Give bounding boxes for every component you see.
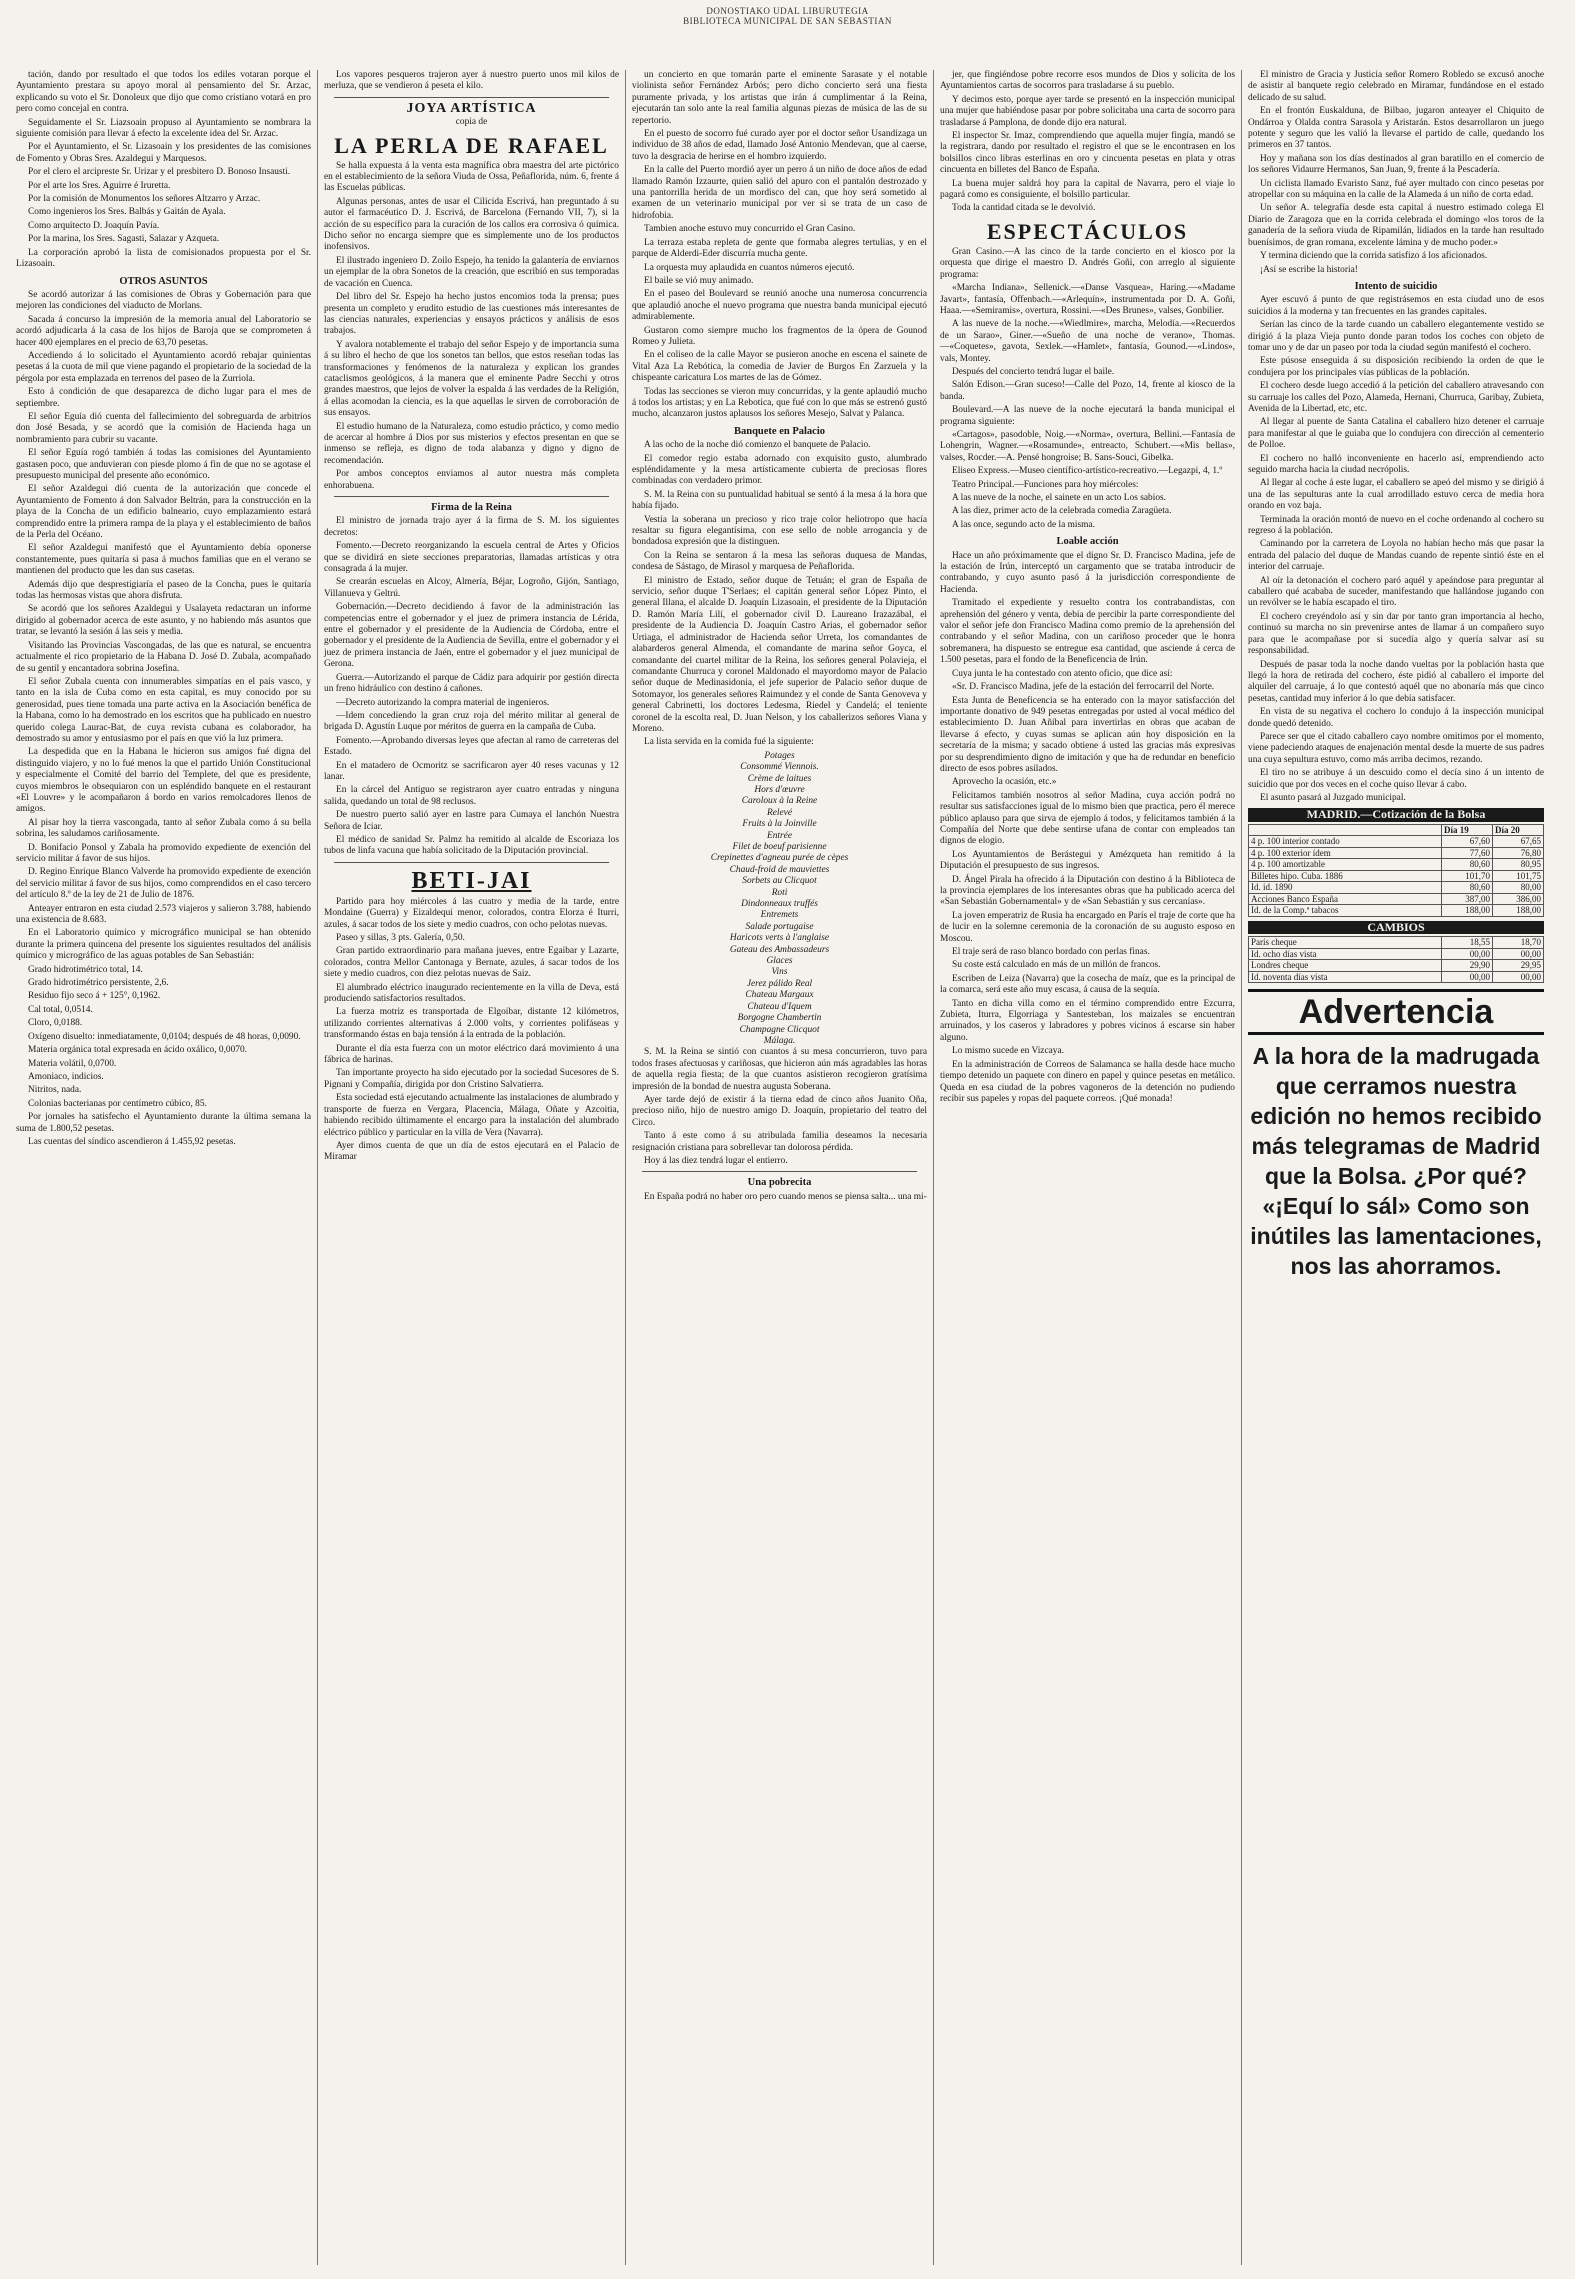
article-paragraph: Por el clero el arcipreste Sr. Urizar y el presbitero D. Bonoso Insausti. bbox=[28, 167, 291, 178]
article-paragraph: El ministro de Gracia y Justicia señor Romero Robledo se excusó anoche de asistir al banquete regio celebrado en Miramar, fundándose en el estado delicado de su salud. bbox=[1248, 70, 1544, 103]
table-cell: 77,60 bbox=[1442, 847, 1493, 859]
article-paragraph: Hace un año próximamente que el digno Sr. D. Francisco Madina, jefe de la estación de Irún, interceptó un cargamento que se trataba introducir de contrabando, y cuyo asunto pasó á la jurisdicción correspondiente de Hacienda. bbox=[940, 550, 1235, 595]
article-paragraph: Tramitado el expediente y resuelto contra los contrabandistas, con aprehensión del género y venta, debía de percibir la parte correspondiente del valor el señor jefe don Francisco Madina como premio de la aprehensión del contrabando y el señor Madina, con un cariñoso proceder que le honra sobremanera, ha dispuesto se entregue esa cantidad, que asciende á cerca de 1.500 pesetas, para el fondo de la Beneficencia de Irún. bbox=[940, 598, 1235, 666]
table-row bbox=[1249, 870, 1544, 882]
article-paragraph: El cochero creyéndolo así y sin dar por tanto gran importancia al hecho, continuó su marcha no sin prevenirse antes de llamar á un compañero suyo para que le acompañase por si sucedía algo y quería salvar así su responsabilidad. bbox=[1248, 611, 1544, 657]
section-heading: OTROS ASUNTOS bbox=[119, 275, 208, 287]
section-heading: Banquete en Palacio bbox=[734, 425, 825, 437]
article-paragraph: Como arquitecto D. Joaquín Pavía. bbox=[28, 220, 160, 231]
table-cell: 00,00 bbox=[1493, 948, 1544, 960]
section-heading: Una pobrecita bbox=[747, 1177, 812, 1189]
section-heading: ESPECTÁCULOS bbox=[986, 218, 1189, 244]
table-row bbox=[1249, 836, 1544, 848]
table-cell: Billetes hipo. Cuba. 1886 bbox=[1249, 870, 1442, 882]
article-paragraph: Como ingenieros los Sres. Balbás y Gaitán de Ayala. bbox=[28, 207, 226, 218]
article-paragraph: un concierto en que tomarán parte el eminente Sarasate y el notable violinista señor Fernández Arbós; pero dicho concierto será una fiesta puramente privada, y los artistas que irán á cumplimentar á la Reina, ejecutarán tan solo ante la real familia algunas piezas de música de las de su repertorio. bbox=[632, 70, 927, 126]
article-paragraph: En vista de su negativa el cochero lo condujo á la inspección municipal donde quedó detenido. bbox=[1248, 707, 1544, 729]
menu-item: Filet de boeuf parisienne bbox=[732, 842, 827, 852]
article-paragraph: En la cárcel del Antiguo se registraron ayer cuatro entradas y ninguna salida, quedando un total de 98 reclusos. bbox=[324, 785, 619, 807]
section-heading: Loable acción bbox=[1056, 536, 1119, 548]
article-paragraph: A las once, segundo acto de la misma. bbox=[952, 519, 1095, 530]
stock-quotes-table bbox=[1248, 824, 1544, 917]
article-paragraph: Accediendo á lo solicitado el Ayuntamiento acordó rebajar quinientas pesetas á la cuota de mil que viene pagando el propietario de la sociedad de la pérgola por esta emplazada en terrenos del paseo de la Zurriola. bbox=[16, 350, 311, 384]
article-paragraph: Por la marina, los Sres. Sagasti, Salazar y Azqueta. bbox=[28, 234, 220, 245]
column-4 bbox=[934, 70, 1242, 2265]
article-paragraph: Gran partido extraordinario para mañana jueves, entre Egaibar y Lazarte, colorados, contra Mellor Cantonaga y Bernate, azules, á sacar todos de los siete y medio cuadros, con diez pelotas nuevas de Saiz. bbox=[324, 946, 619, 980]
table-cell: 4 p. 100 exterior ídem bbox=[1249, 847, 1442, 859]
table-cell: 4 p. 100 amortizable bbox=[1249, 859, 1442, 871]
table-cell: 188,00 bbox=[1442, 905, 1493, 917]
article-paragraph: La orquesta muy aplaudida en cuantos números ejecutó. bbox=[644, 262, 855, 273]
menu-item: Entremets bbox=[760, 910, 799, 921]
article-paragraph: Al llegar al coche á este lugar, el caballero se apeó del mismo y se dirigió á una de las sepulturas ante la cual arrodillado estuvo cerca de media hora orando en voz baja. bbox=[1248, 478, 1544, 512]
article-paragraph: Colonias bacterianas por centímetro cúbico, 85. bbox=[28, 1098, 207, 1109]
article-paragraph: Toda la cantidad citada se le devolvió. bbox=[952, 203, 1096, 214]
article-paragraph: En España podrá no haber oro pero cuando menos se piensa salta... una mi- bbox=[644, 1191, 927, 1202]
table-cell: 00,00 bbox=[1442, 971, 1493, 983]
article-paragraph: tación, dando por resultado el que todos los ediles votaran porque el Ayuntamiento prestara su apoyo moral al pensamiento del Sr. Arzac, explicando su voto el Sr. Donoleux que dijo que como cristiano votará en pro pero como concejal en contra. bbox=[16, 70, 311, 115]
article-paragraph: Lo mismo sucede en Vizcaya. bbox=[952, 1046, 1064, 1057]
article-paragraph: Sacada á concurso la impresión de la memoria anual del Laboratorio se acordó adjudicarla á la casa de los hijos de Baroja que se comprometen á hacer 400 ejemplares en el precio de 63,70 pesetas. bbox=[16, 314, 311, 348]
table-cell: 76,80 bbox=[1493, 847, 1544, 859]
article-paragraph: El alumbrado eléctrico inaugurado recientemente en la villa de Deva, está produciendo satisfactorios resultados. bbox=[324, 982, 619, 1005]
article-paragraph: Nitritos, nada. bbox=[28, 1085, 82, 1096]
table-cell: Londres cheque bbox=[1249, 960, 1442, 972]
article-paragraph: Y avalora notablemente el trabajo del señor Espejo y de importancia suma á su libro el hecho de que los sonetos tan bellos, que estos reseñan todas las transformaciones y fenómenos de la naturaleza y explican los grandes cataclismos geológicos, á la manera que el eminente Padre Secchi y otros grandes maestros, que lejos de volver la espalda á las verdades de la Religión, á ellas acomodan la ciencia, es la que aquellas le sirven de corroboración de sus ensayos. bbox=[324, 339, 619, 419]
article-paragraph: S. M. la Reina con su puntualidad habitual se sentó á la mesa á la hora que había fijado. bbox=[632, 489, 927, 512]
article-paragraph: El asunto pasará al Juzgado municipal. bbox=[1260, 792, 1406, 803]
menu-item: Crepinettes d'agneau purée de cèpes bbox=[710, 853, 849, 864]
article-paragraph: A las nueve de la noche, el sainete en un acto Los sabios. bbox=[952, 493, 1166, 503]
article-paragraph: El comedor regio estaba adornado con exquisito gusto, alumbrado espléndidamente y la mesa artísticamente cubierta de preciosas flores combinadas con verdadero primor. bbox=[632, 453, 927, 487]
table-cell: 4 p. 100 interior contado bbox=[1249, 836, 1442, 848]
masthead bbox=[0, 6, 1575, 26]
article-paragraph: El señor Azaldegui dió cuenta de la autorización que concede el Ayuntamiento de Fomento á don Salvador Beltrán, para la construcción en la playa de la Concha de un edificio balneario, cuyo emplazamiento estará comprendido entre la primera rampa de la playa y el establecimiento de baños de la Perla del Océano. bbox=[16, 484, 311, 541]
table-cell: 101,70 bbox=[1442, 870, 1493, 882]
menu-item: Vins bbox=[771, 967, 788, 978]
article-paragraph: En el Laboratorio químico y micrográfico municipal se han obtenido durante la primera quincena del presente los siguientes resultados del análisis químico y micrográfico de las aguas potables de San Sebastián: bbox=[16, 928, 311, 962]
article-paragraph: ¡Así se escribe la historia! bbox=[1260, 264, 1358, 275]
article-paragraph: «Cartagos», pasodoble, Noig.—«Norma», overtura, Bellini.—Fantasía de Lohengrin, Wagner.—«Rosamunde», entreacto, Schubert.—«Mis bellas», valses, Rocder.—A. Pensé hongroise; B. Sans-Souci, Gibelka. bbox=[940, 429, 1235, 463]
table-cell: París cheque bbox=[1249, 937, 1442, 949]
article-paragraph: Por la comisión de Monumentos los señores Altzarro y Arzac. bbox=[28, 194, 261, 205]
divider-rule bbox=[334, 97, 609, 98]
table-cell: 18,55 bbox=[1442, 937, 1493, 949]
article-paragraph: Todas las secciones se vieron muy concurridas, y la gente aplaudió mucho á todos los artistas; y en La Rebotica, que fué con lo que más se estrenó gustó mucho, alcanzaron justos aplausos los señores Mesejo, Salvat y Palanca. bbox=[632, 386, 927, 420]
article-paragraph: Terminada la oración montó de nuevo en el coche ordenando al cochero su regreso á la población. bbox=[1248, 514, 1544, 537]
article-paragraph: Parece ser que el citado caballero cayo nombre omitimos por el momento, viene padeciendo ataques de enajenación mental desde la muerte de sus padres una cuya sepultura estuvo, como más arriba decimos, rezando. bbox=[1248, 731, 1544, 765]
menu-item: Chateau Margaux bbox=[745, 990, 814, 1001]
column-5 bbox=[1242, 70, 1550, 2265]
article-paragraph: En la calle del Puerto mordió ayer un perro á un niño de doce años de edad llamado Ramón Izzaurte, quien salió del apuro con el pantalón destrozado y una pantorrilla herida de un mordisco del can, que hoy será sometido al examen de un veterinario municipal por ver si se trata de un caso de hidrofobia. bbox=[632, 165, 927, 221]
table-cell: 387,00 bbox=[1442, 893, 1493, 905]
menu-item: Glaces bbox=[766, 956, 793, 967]
article-paragraph: En la administración de Correos de Salamanca se halla desde hace mucho tiempo detenido un paquete con dinero en papel y quince pesetas en metálico. Queda en esa ciudad de la pobres vagoneros de la detención no pudiendo recibir sus papeles y ropas del paquete correos. ¡Qué monada! bbox=[940, 1059, 1235, 1104]
table-row bbox=[1249, 905, 1544, 917]
article-paragraph: Vestía la soberana un precioso y rico traje color heliotropo que hacía resaltar su figura elegantísima, con ese sello de noble arrogancia y de bondadosa expresión que la distinguen. bbox=[632, 514, 927, 548]
article-paragraph: Las cuentas del síndico ascendieron á 1.455,92 pesetas. bbox=[28, 1136, 236, 1147]
article-paragraph: El tiro no se atribuye á un descuido como el decía sino á un intento de suicidio que por dos veces en el coche quiso llevar á cabo. bbox=[1248, 768, 1544, 790]
article-paragraph: Se crearán escuelas en Alcoy, Almería, Béjar, Logroño, Gijón, Santiago, Villanueva y Geltrú. bbox=[324, 577, 619, 599]
article-paragraph: Algunas personas, antes de usar el Cilicida Escrivá, han preguntado á su autor el farmacéutico D. J. Escrivá, de Barcelona (Fernando VII, 7), si la acción de su específico para la curación de los callos era corrosiva ó química. Dicho señor no encarga siempre que es simplemente uno de los productos inofensivos. bbox=[324, 196, 619, 253]
library-name-spanish: BIBLIOTECA MUNICIPAL DE SAN SEBASTIAN bbox=[683, 16, 892, 26]
article-paragraph: En el puesto de socorro fué curado ayer por el doctor señor Usandizaga un individuo de 38 años de edad, llamado José Antonio Mendevan, que al caerse, tuvo la desgracia de herirse en el hombro izquierdo. bbox=[632, 129, 927, 162]
article-paragraph: D. Ángel Pirala ha ofrecido á la Diputación con destino á la Biblioteca de la provincia ejemplares de los interesantes obras que ha publicado acerca del «San Sebastián Gobernamental» y de «San Sebastián y sus cercanías». bbox=[940, 874, 1235, 908]
article-paragraph: En el paseo del Boulevard se reunió anoche una numerosa concurrencia que aplaudió anoche el nuevo programa que nuestra banda municipal ejecutó admirablemente. bbox=[632, 289, 927, 323]
section-heading: Intento de suicidio bbox=[1354, 280, 1438, 292]
article-paragraph: La buena mujer saldrá hoy para la capital de Navarra, pero el viaje lo pagará como es consiguiente, el bolsillo particular. bbox=[940, 178, 1235, 201]
article-paragraph: Durante el día esta fuerza con un motor eléctrico dará movimiento á una fábrica de harinas. bbox=[324, 1043, 619, 1066]
menu-item: Gateau des Ambassadeurs bbox=[729, 944, 830, 955]
article-paragraph: Su coste está calculado en más de un millón de francos. bbox=[952, 960, 1161, 971]
menu-item: Haricots verts à l'anglaise bbox=[729, 933, 830, 944]
article-paragraph: La fuerza motriz es transportada de Elgoibar, distante 12 kilómetros, utilizando corrientes alternativas á 2.000 volts, y corrientes polifáseas y transformando éstas en baja tensión á la entrada de la población. bbox=[324, 1007, 619, 1041]
article-paragraph: Grado hidrotimétrico persistente, 2,6. bbox=[28, 978, 169, 989]
column-1 bbox=[10, 70, 318, 2265]
menu-item: Hors d'œuvre bbox=[754, 784, 805, 795]
table-header-cell: Día 19 bbox=[1442, 824, 1493, 836]
article-paragraph: Además dijo que desprestigiaría el paseo de la Concha, pues le quitaría todas las hermosas vistas que ahora disfruta. bbox=[16, 579, 311, 602]
article-paragraph: El cochero no halló inconveniente en hacerlo así, emprendiendo acto seguido marcha hacia la ciudad necrópolis. bbox=[1248, 453, 1544, 475]
article-paragraph: Teatro Principal.—Funciones para hoy miércoles: bbox=[952, 479, 1139, 490]
menu-item: Fruits à la Joinville bbox=[742, 819, 817, 830]
article-paragraph: Los vapores pesqueros trajeron ayer á nuestro puerto unos mil kilos de merluza, que se vendieron á peseta el kilo. bbox=[324, 70, 619, 92]
article-paragraph: —Idem concediendo la gran cruz roja del mérito militar al general de brigada D. Agustín Luque por méritos de guerra en la campaña de Cuba. bbox=[324, 710, 619, 733]
menu-item: Sorbets au Clicquot bbox=[742, 876, 817, 887]
article-paragraph: En el coliseo de la calle Mayor se pusieron anoche en escena el sainete de Vital Aza La Rebótica, la comedia de Javier de Burgos En Zarzuela y la chispeante caricatura Los martes de las de Gómez. bbox=[632, 350, 927, 384]
article-paragraph: Oxígeno disuelto: inmediatamente, 0,0104; después de 48 horas, 0,0090. bbox=[28, 1031, 301, 1042]
article-paragraph: Esta Junta de Beneficencia se ha enterado con la mayor satisfacción del importante donativo de 949 pesetas entregadas por usted al vocal médico del establecimiento D. Juan Añíbal para invertirlas en obras que acaban de llevarse á efecto, y cuyas sumas se aplican aún hoy disposición en la secretaría de la misma; y sacado obtiene á usted las gracias más expresivas por su desprendimiento digno de imitación y que ha de redundar en beneficio directo de esos pobres asilados. bbox=[940, 695, 1235, 774]
article-paragraph: Hoy á las diez tendrá lugar el entierro. bbox=[644, 1155, 788, 1166]
article-paragraph: Tanto á este como á su atribulada familia deseamos la necesaria resignación cristiana para sobrellevar tan dolorosa pérdida. bbox=[632, 1131, 927, 1153]
article-paragraph: D. Bonifacio Ponsol y Zabala ha promovido expediente de exención del servicio militar á favor de sus hijos. bbox=[16, 842, 311, 864]
article-paragraph: Tan importante proyecto ha sido ejecutado por la sociedad Sucesores de S. Pignani y Compañía, dirigida por don Cristino Salvatierra. bbox=[324, 1068, 619, 1090]
article-paragraph: jer, que fingiéndose pobre recorre esos mundos de Dios y solicita de los Ayuntamientos cartas de socorros para trasladarse á su pueblo. bbox=[940, 70, 1235, 92]
article-paragraph: Paseo y sillas, 3 pts. Galería, 0,50. bbox=[336, 933, 465, 943]
article-paragraph: Y decimos esto, porque ayer tarde se presentó en la inspección municipal una mujer que habiéndose pasar por pobre solicitaba una carta de socorro para trasladarse á Pamplona, de donde dijo era natural. bbox=[940, 94, 1235, 128]
article-paragraph: Cuya junta le ha contestado con atento oficio, que dice así: bbox=[952, 668, 1173, 679]
article-paragraph: El baile se vió muy animado. bbox=[644, 275, 754, 286]
table-cell: 188,00 bbox=[1493, 905, 1544, 917]
article-paragraph: Guerra.—Autorizando el parque de Cádiz para adquirir por gestión directa un freno hidráulico con destino á cañones. bbox=[324, 672, 619, 695]
stock-exchange-heading: MADRID.—Cotización de la Bolsa bbox=[1248, 808, 1544, 821]
ad-title: JOYA ARTÍSTICA bbox=[406, 100, 537, 116]
menu-item: Chateau d'Iquem bbox=[747, 1001, 812, 1012]
table-row bbox=[1249, 937, 1544, 949]
article-paragraph: Felicitamos también nosotros al señor Madina, cuya acción podrá no resultar sus satisfacciones igual de lo mismo bien que practica, pero él merece público aplauso para que sirva de ejemplo á todos, y felicitamos también á la Compañía del Norte que debe sentirse ufana de contar con empleados tan dignos de elogio. bbox=[940, 790, 1235, 847]
article-paragraph: Partido para hoy miércoles á las cuatro y media de la tarde, entre Mondaine (Guerra) y Eizaldequi menor, colorados, contra Elorza é Iturri, azules, á sacar todos de los siete y medio cuadros, con ocho pelotas nuevas. bbox=[324, 896, 619, 930]
article-paragraph: Por jornales ha satisfecho el Ayuntamiento durante la última semana la suma de 1.800,52 pesetas. bbox=[16, 1112, 311, 1134]
article-paragraph: «Marcha Indiana», Sellenick.—«Danse Vasquea», Haring.—«Madame Javart», fantasía, Offenbach.—«Arlequín», instrumentada por D. A. Goñi, Haaa.—«Semiramis», overtura, Rossini.—«Des Brunes», valses, Gonbilier. bbox=[940, 283, 1235, 316]
article-paragraph: De nuestro puerto salió ayer en lastre para Cumaya el lanchón Nuestra Señora de Iciar. bbox=[324, 810, 619, 832]
article-paragraph: El traje será de raso blanco bordado con perlas finas. bbox=[952, 947, 1150, 958]
article-paragraph: El ministro de jornada trajo ayer á la firma de S. M. los siguientes decretos: bbox=[324, 516, 619, 538]
table-row bbox=[1249, 971, 1544, 983]
article-paragraph: La despedida que en la Habana le hicieron sus amigos fué digna del distinguido viajero, y no lo fué menos la que el partido Unión Constitucional y especialmente el Comité del barrio del Templete, del que es presidente, cuyos miembros le obsequiaron con un espléndido banquete en el restaurant «El Louvre» y le acompañaron á bordo en varios remolcadores llenos de amigos. bbox=[16, 747, 311, 815]
article-paragraph: Al llegar al puente de Santa Catalina el caballero hizo detener el carruaje para manifestar al que le guiaba que lo condujera con dirección al cementerio de Polloe. bbox=[1248, 417, 1544, 451]
menu-item: Jerez pálido Real bbox=[746, 978, 813, 989]
article-paragraph: Se halla expuesta á la venta esta magnífica obra maestra del arte pictórico en el establecimiento de la señora Viuda de Ossa, Peñaflorida, núm. 6, frente á las Escuelas públicas. bbox=[324, 160, 619, 194]
article-paragraph: Por el Ayuntamiento, el Sr. Lizasoain y los presidentes de las comisiones de Fomento y Obras Sres. Azaldegui y Marquesos. bbox=[16, 142, 311, 164]
table-row bbox=[1249, 893, 1544, 905]
notice-title: Advertencia bbox=[1248, 989, 1544, 1035]
table-cell: Id. id. 1890 bbox=[1249, 882, 1442, 894]
article-paragraph: «Sr. D. Francisco Madina, jefe de la estación del ferrocarril del Norte. bbox=[952, 682, 1215, 693]
article-paragraph: Los Ayuntamientos de Berástegui y Amézqueta han remitido á la Diputación el presupuesto de sus ingresos. bbox=[940, 849, 1235, 872]
article-paragraph: Por ambos conceptos enviamos al autor nuestra más completa enhorabuena. bbox=[324, 469, 619, 491]
article-paragraph: Cloro, 0,0188. bbox=[28, 1018, 83, 1029]
article-paragraph: Boulevard.—A las nueve de la noche ejecutará la banda municipal el programa siguiente: bbox=[940, 405, 1235, 427]
article-paragraph: Grado hidrotimétrico total, 14. bbox=[28, 964, 143, 975]
article-paragraph: Un ciclista llamado Evaristo Sanz, fué ayer multado con cinco pesetas por atropellar con su máquina en la calle de la Alameda á un niño de corta edad. bbox=[1248, 178, 1544, 201]
table-cell: 80,95 bbox=[1493, 859, 1544, 871]
table-row bbox=[1249, 948, 1544, 960]
table-cell: 00,00 bbox=[1493, 971, 1544, 983]
article-paragraph: Y termina diciendo que la corrida satisfizo á los aficionados. bbox=[1260, 251, 1488, 262]
article-paragraph: La terraza estaba repleta de gente que formaba alegres tertulias, y en el parque de Alderdi-Eder discurría mucha gente. bbox=[632, 237, 927, 260]
article-paragraph: Del libro del Sr. Espejo ha hecho justos encomios toda la prensa; pues presenta un completo y erudito estudio de las cuestiones más interesantes de las ciencias naturales, experiencias y ensayos prácticos y análisis de esos trabajos. bbox=[324, 292, 619, 337]
menu-item: Crème de laitues bbox=[747, 773, 812, 784]
menu-item: Dindonneaux truffés bbox=[741, 899, 818, 910]
article-paragraph: Al pisar hoy la tierra vascongada, tanto al señor Zubala como á su bella sobrina, les saludamos cariñosamente. bbox=[16, 817, 311, 840]
article-paragraph: Materia orgánica total expresada en ácido oxálico, 0,0070. bbox=[28, 1045, 248, 1056]
article-paragraph: Caminando por la carretera de Loyola no habían hecho más que pasar la entrada del palacio del duque de Mandas cuando de repente sintió éste en el interior del carruaje. bbox=[1248, 539, 1544, 573]
article-paragraph: Hoy y mañana son los días destinados al gran baratillo en el comercio de los señores Vidaurre Hermanos, San Juan, 9, frente á la Pescadería. bbox=[1248, 153, 1544, 176]
article-paragraph: Esto á condición de que desaparezca de dicho lugar para el mes de septiembre. bbox=[16, 387, 311, 409]
article-paragraph: La lista servida en la comida fué la siguiente: bbox=[644, 737, 814, 748]
divider-rule bbox=[334, 496, 609, 497]
article-paragraph: Residuo fijo seco á + 125°, 0,1962. bbox=[28, 991, 161, 1002]
article-paragraph: Tanto en dicha villa como en el término comprendido entre Ezcurra, Zubieta, Iturra, Elgorriaga y Santesteban, los maizales se encuentran arruinados, y los caseros y labradores y pobres vicinos á escarse sin haber alguno. bbox=[940, 998, 1235, 1043]
article-paragraph: Visitando las Provincias Vascongadas, de las que es natural, se encuentra actualmente el rico propietario de la Habana D. José D. Zubala, acompañado de su gentil y encantadora sobrina Josefina. bbox=[16, 640, 311, 674]
article-paragraph: Cal total, 0,0514. bbox=[28, 1004, 93, 1015]
article-paragraph: Amoniaco, indicios. bbox=[28, 1071, 104, 1082]
table-cell: 80,00 bbox=[1493, 882, 1544, 894]
table-cell: 80,60 bbox=[1442, 882, 1493, 894]
menu-item: Roti bbox=[771, 887, 788, 898]
library-name-basque: DONOSTIAKO UDAL LIBURUTEGIA bbox=[706, 6, 869, 16]
article-paragraph: Ayer dimos cuenta de que un día de estos ejecutará en el Palacio de Miramar bbox=[324, 1140, 619, 1163]
exchange-rates-heading: CAMBIOS bbox=[1248, 921, 1544, 934]
menu-item: Champagne Clicquot bbox=[739, 1024, 820, 1035]
column-2 bbox=[318, 70, 626, 2265]
table-cell: 101,75 bbox=[1493, 870, 1544, 882]
article-paragraph: El señor Eguía rogó también á todas las comisiones del Ayuntamiento gastasen poco, que anduvieran con piesde plomo á fin de que no se agotase el presupuesto municipal del presente año económico. bbox=[16, 448, 311, 481]
table-row bbox=[1249, 859, 1544, 871]
article-paragraph: Ayer escuvó á punto de que registrásemos en esta ciudad uno de esos suicidios á la moderna y tan frecuentes en las grandes capitales. bbox=[1248, 295, 1544, 317]
table-cell: 29,90 bbox=[1442, 960, 1493, 972]
article-paragraph: Materia volátil, 0,0700. bbox=[28, 1058, 117, 1069]
article-paragraph: El señor Zubala cuenta con innumerables simpatías en el país vasco, y tanto en la isla de Cuba como en esta capital, es muy conocido por su generosidad, pues tiene tomada una parte activa en la Asociación benéfica de la Habana, como lo ha demostrado en los escritos que ha publicado en nuestro querido colega Laurac-Bat, de cuya revista cubana es colaborador, ha demostrado su amor y entusiasmo por el país en que vió la luz primera. bbox=[16, 676, 311, 744]
article-paragraph: Esta sociedad está ejecutando actualmente las instalaciones de alumbrado y transporte de fuerza en Vergara, Placencia, Málaga, Oñate y Azcoitia, habiendo recibido últimamente el encargo para la instalación del alumbrado eléctrico público y particular en la villa de Vera (Navarra). bbox=[324, 1093, 619, 1138]
article-paragraph: El cochero desde luego accedió á la petición del caballero atravesando con su carruaje los calles del Pozo, Alameda, Hernani, Churruca, Garibay, Zubieta, Avenida de la Libertad, etc, etc. bbox=[1248, 381, 1544, 414]
menu-item: Málaga. bbox=[763, 1035, 796, 1046]
notice-text: A la hora de la madrugada que cerramos nuestra edición no hemos recibido más telegramas de Madrid que la Bolsa. ¿Por qué? «¡Equí lo sál» Como son inútiles las lamentaciones, nos las ahorramos. bbox=[1250, 1043, 1542, 1280]
article-paragraph: Tambien anoche estuvo muy concurrido el Gran Casino. bbox=[644, 224, 856, 235]
article-paragraph: La corporación aprobó la lista de comisionados propuesta por el Sr. Lizasoain. bbox=[16, 247, 311, 270]
table-row bbox=[1249, 847, 1544, 859]
article-paragraph: Con la Reina se sentaron á la mesa las señoras duquesa de Mandas, condesa de Sástago, de Mirasol y marquesa de Peñaflorida. bbox=[632, 550, 927, 573]
article-paragraph: El estudio humano de la Naturaleza, como estudio práctico, y como medio de acercar al hombre á Dios por sus misterios y efectos presentan en que se inmenso se refleja, es digno de toda alabanza y digno y digno de recomendación. bbox=[324, 421, 619, 466]
article-paragraph: Se acordó autorizar á las comisiones de Obras y Gobernación para que mejoren las condiciones del viaducto de Morlans. bbox=[16, 289, 311, 312]
table-cell: 29,95 bbox=[1493, 960, 1544, 972]
article-paragraph: El inspector Sr. Imaz, comprendiendo que aquella mujer fingía, mandó se la registrara, dando por resultado el registro el que se le encontrasen en los bolsillos cinco libras esterlinas en oro y cincuenta pesetas en plata y otras cincuenta en billetes del Banco de España. bbox=[940, 131, 1235, 176]
article-paragraph: D. Regino Enrique Blanco Valverde ha promovido expediente de exención del servicio militar á favor de sus hijos, como comprendidos en el caso tercero del artículo 8.º de la ley de 21 de Julio de 1876. bbox=[16, 867, 311, 901]
article-paragraph: El señor Eguía dió cuenta del fallecimiento del sobreguarda de arbitrios don José Besada, y se acordó que la comisión de Hacienda haga un nombramiento para cubrir su vacante. bbox=[16, 411, 311, 445]
article-paragraph: El ministro de Estado, señor duque de Tetuán; el gran de España de servicio, señor duque T'Serlaes; el capitán general señor López Pinto, el general Illana, el alcalde D. Joaquín Lizasoain, el presidente de la Diputación D. Ramón María Lilí, el gobernador civil D. Laureano Irazazábal, el presidente de la Audiencia D. Joaquín Castro Arias, el gobernador señor Urtiaga, el administrador de Hacienda señor Urreta, los comandantes de alabarderos general Almenda, el comandante de marina señor Goyca, el comandante del cuartel militar de la Reina, los señores general Polavieja, el comandante Churruca y coronel Maldonado el mayordomo mayor de Palacio señor duque de Medinasidonia, el jefe superior de Palacio señor duque de Sotomayor, los generales señores Raimundez y el conde de Santa Genoveva y general Cabrinetti, los doctores Ledesma, Riedel y Candelá; el teniente coronel de la escolta real, D. Juan Nelson, y los caballerizos señores Viana y Moreno. bbox=[632, 575, 927, 734]
article-paragraph: A las diez, primer acto de la celebrada comedia Zaragüeta. bbox=[952, 506, 1172, 517]
divider-rule bbox=[334, 862, 609, 863]
article-paragraph: Serían las cinco de la tarde cuando un caballero elegantemente vestido se dirigió á la plaza Vieja punto donde paran todos los coches con objeto de tomar uno y de dar un paseo por toda la ciudad según manifestó el cochero. bbox=[1248, 320, 1544, 353]
article-paragraph: Salón Edison.—Gran suceso!—Calle del Pozo, 14, frente al kiosco de la banda. bbox=[940, 380, 1235, 402]
article-paragraph: S. M. la Reina se sintió con cuantos á su mesa concurrieron, tuvo para todos frases afectuosas y cariñosas, que hicieron aún más agradables las horas de aquella regia fiesta; de la que cuantos asistieron recogieron gratísima impresión de la bondad de nuestra augusta Soberana. bbox=[632, 1047, 927, 1092]
section-heading: Firma de la Reina bbox=[431, 502, 512, 513]
article-paragraph: El médico de sanidad Sr. Palmz ha remitido al alcalde de Escoriaza los tubos de linfa vacuna que había solicitado de la Diputación provincial. bbox=[324, 834, 619, 857]
article-paragraph: A las nueve de la noche.—«Wiedlmire», marcha, Melodía.—«Recuerdos de un Sarao», Giner.—«Sueño de una noche de verano», Thomas.—«Coquetes», gavota, Sexlek.—«Hamlet», fantasía, Gounod.—«Lindos», vals, Montey. bbox=[940, 319, 1235, 364]
article-paragraph: Al oír la detonación el cochero paró aquél y apeándose para preguntar al caballero qué acababa de suceder, manifestando que hallándose jugando con un revólver se le había escapado el tiro. bbox=[1248, 575, 1544, 609]
table-cell: 386,00 bbox=[1493, 893, 1544, 905]
table-row bbox=[1249, 960, 1544, 972]
menu-item: Borgogne Chambertin bbox=[737, 1013, 822, 1024]
article-paragraph: Aprovecho la ocasión, etc.» bbox=[952, 777, 1057, 788]
article-paragraph: Gran Casino.—A las cinco de la tarde concierto en el kiosco por la orquesta que dirige el maestro D. Andrés Goñi, con arreglo al siguiente programa: bbox=[940, 246, 1235, 280]
article-paragraph: En el matadero de Ocmoritz se sacrificaron ayer 40 reses vacunas y 12 lanar. bbox=[324, 760, 619, 782]
article-paragraph: Gobernación.—Decreto decidiendo á favor de la administración las competencias entre el gobernador y el juez de primera instancia de Lérida, entre el gobernador y el presidente de la Audiencia de Córdoba, entre el gobernador y el presidente de la Audiencia de Sevilla, entre el gobernador y el juez de primera instancia de Jaén, entre el gobernador y el juez municipal de Gerona. bbox=[324, 602, 619, 670]
article-paragraph: Después del concierto tendrá lugar el baile. bbox=[952, 366, 1115, 377]
article-paragraph: Eliseo Express.—Museo científico-artístico-recreativo.—Legazpi, 4, 1.º bbox=[952, 466, 1223, 477]
article-paragraph: La joven emperatriz de Rusia ha encargado en París el traje de corte que ha de lucir en la solemne ceremonia de la coronación de su augusto esposo en Moscou. bbox=[940, 910, 1235, 944]
article-paragraph: Después de pasar toda la noche dando vueltas por la población hasta que llegó la hora de retirada del cochero, éste pidió al caballero el importe del alquiler del carruaje, á lo que contestó aquél que no abonaría más que cinco pesetas, cantidad muy inferior á lo que debía satisfacer. bbox=[1248, 659, 1544, 704]
table-header-cell bbox=[1249, 824, 1442, 836]
table-cell: Id. noventa días vista bbox=[1249, 971, 1442, 983]
ad-headline: LA PERLA DE RAFAEL bbox=[334, 132, 609, 158]
section-heading: BETI-JAI bbox=[411, 867, 532, 894]
table-cell: 80,60 bbox=[1442, 859, 1493, 871]
exchange-rates-table bbox=[1248, 936, 1544, 983]
menu-item: Consommé Viennois. bbox=[740, 762, 819, 773]
menu-item: Salade portugaise bbox=[745, 921, 814, 932]
article-paragraph: Este púsose enseguida á su disposición recibiendo la orden de que le condujera por los principales vías públicas de la población. bbox=[1248, 356, 1544, 378]
article-paragraph: En el frontón Euskalduna, de Bilbao, jugaron anteayer el Chiquito de Ondárroa y Olalda contra Sarasola y Aristarán. Estos desarrollaron un juego potente y seguro que les valió la llevarse el partido de calle, quedando los primeros en 37 tantos. bbox=[1248, 106, 1544, 151]
menu-item: Relevé bbox=[767, 807, 792, 818]
table-cell: Acciones Banco España bbox=[1249, 893, 1442, 905]
table-cell: 00,00 bbox=[1442, 948, 1493, 960]
article-paragraph: Se acordó que los señores Azaldegui y Usalayeta redactaran un informe dirigido al gobernador acerca de este asunto, y no habiendo más asuntos que tratar, se levantó la sesión á las seis y media. bbox=[16, 604, 311, 638]
article-paragraph: Ayer tarde dejó de existir á la tierna edad de cinco años Juanito Oña, precioso niño, hijo de nuestro amigo D. Joaquín, propietario del teatro del Circo. bbox=[632, 1094, 927, 1128]
table-cell: 18,70 bbox=[1493, 937, 1544, 949]
menu-item: Caroloux à la Reine bbox=[741, 796, 818, 807]
article-paragraph: Escriben de Leiza (Navarra) que la cosecha de maíz, que es la principal de la comarca, será este año muy escasa, á causa de la sequía. bbox=[940, 973, 1235, 996]
table-row bbox=[1249, 882, 1544, 894]
menu-item: Chaud-froid de mauviettes bbox=[729, 864, 830, 875]
article-paragraph: A las ocho de la noche dió comienzo el banquete de Palacio. bbox=[644, 440, 871, 451]
table-cell: 67,60 bbox=[1442, 836, 1493, 848]
article-paragraph: Fomento.—Aprobando diversas leyes que afectan al ramo de carreteras del Estado. bbox=[324, 735, 619, 758]
article-paragraph: El señor Azaldegui manifestó que el Ayuntamiento debía oponerse constantemente, pues quitaría si pasa á muchos familias que en el verano se mantienen del producto que les dan sus casetas. bbox=[16, 543, 311, 577]
column-3 bbox=[626, 70, 934, 2265]
article-paragraph: El ilustrado ingeniero D. Zoilo Espejo, ha tenido la galantería de enviarnos un ejemplar de la obra Sonetos de la creación, que escribió en sus temporadas de vacación en Cuenca. bbox=[324, 255, 619, 289]
article-paragraph: Un señor A. telegrafía desde esta capital á nuestro estimado colega El Diario de Zaragoza que en la corrida celebrada el domingo «los toros de la ganadería de la señora viuda de Ripamilán, lidiados en la tarde han resultado buenísimos, de gran romana, excelente lámina y de mucho poder.» bbox=[1248, 203, 1544, 248]
newspaper-columns bbox=[10, 70, 1565, 2265]
article-paragraph: Seguidamente el Sr. Liazsoain propuso al Ayuntamiento se nombrara la siguiente comisión para llevar á efecto la excelente idea del Sr. Arzac. bbox=[16, 117, 311, 140]
table-cell: 67,65 bbox=[1493, 836, 1544, 848]
table-cell: Id. ocho días vista bbox=[1249, 948, 1442, 960]
table-header-cell: Día 20 bbox=[1493, 824, 1544, 836]
article-paragraph: Anteayer entraron en esta ciudad 2.573 viajeros y salieron 3.788, habiendo una existencia de 8.683. bbox=[16, 903, 311, 926]
menu-item: Potages bbox=[764, 750, 795, 761]
menu-item: Entrée bbox=[767, 830, 792, 841]
article-paragraph: Por el arte los Sres. Aguirre é Iruretta. bbox=[28, 180, 171, 191]
divider-rule bbox=[642, 1171, 917, 1172]
table-cell: Id. de la Comp.ª tabacos bbox=[1249, 905, 1442, 917]
article-paragraph: Fomento.—Decreto reorganizando la escuela central de Artes y Oficios que se dividirá en siete secciones preparatorias, llamadas artísticas y otra consagrada á la mujer. bbox=[324, 541, 619, 575]
article-paragraph: —Decreto autorizando la compra material de ingenieros. bbox=[336, 697, 550, 708]
article-paragraph: Gustaron como siempre mucho los fragmentos de la ópera de Gounod Romeo y Julieta. bbox=[632, 325, 927, 347]
ad-subtitle: copia de bbox=[455, 117, 488, 128]
